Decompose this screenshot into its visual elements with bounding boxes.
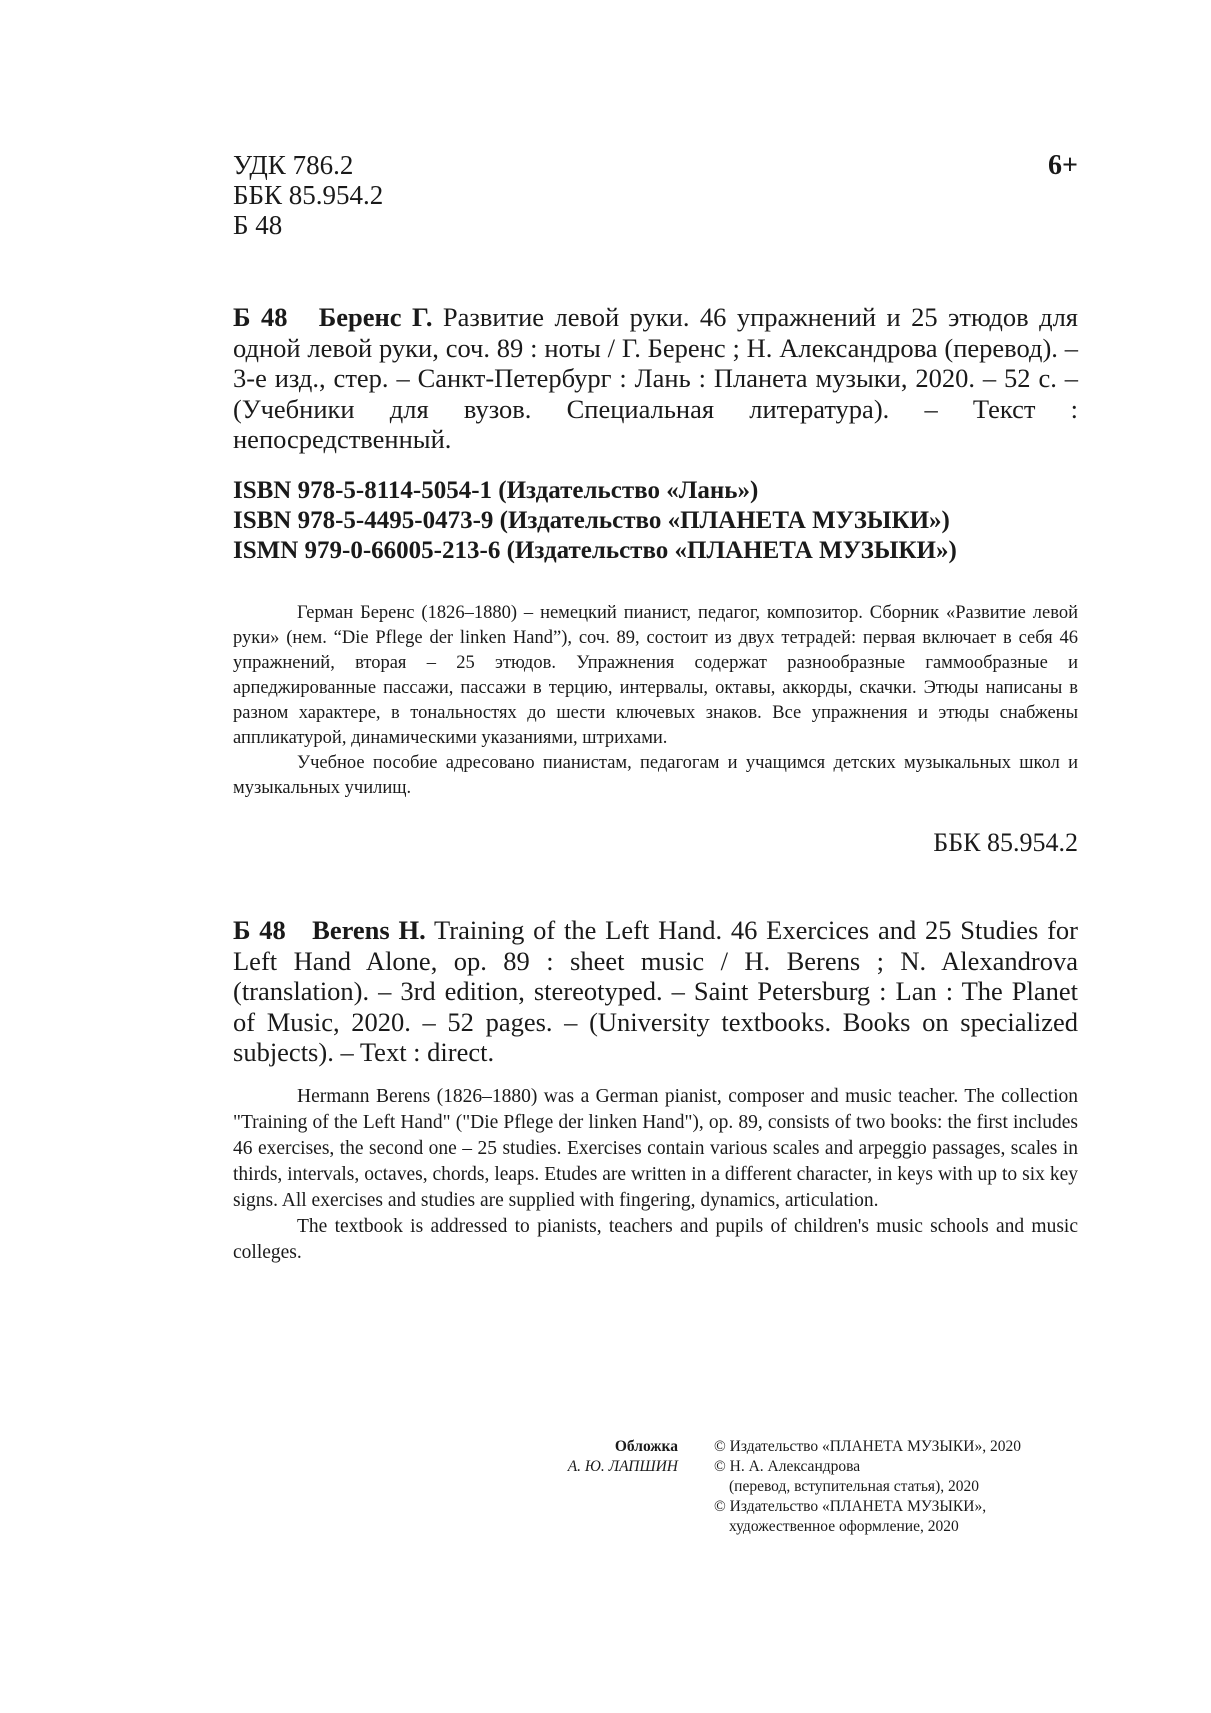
udk-code: УДК 786.2 <box>233 150 354 180</box>
annotation-en <box>233 1084 1078 1266</box>
bbk-code: ББК 85.954.2 <box>233 180 384 210</box>
annotation-ru-paragraph-1: Герман Беренс (1826–1880) – немецкий пианист, педагог, композитор. Сборник «Развитие левой руки» (нем. “Die Pflege der linken Hand”), соч. 89, состоит из двух тетрадей: первая включает в себя 46 упражнений, вторая – 25 этюдов. Упражнения содержат разнообразные гаммообразные и арпеджированные пассажи, пассажи в терцию, интервалы, октавы, аккорды, скачки. Этюды написаны в разном характере, в тональностях до шести ключевых знаков. Все упражнения и этюды снабжены аппликатурой, динамическими указаниями, штрихами. <box>233 603 1078 748</box>
entry-en-body: Training of the Left Hand. 46 Exercices and 25 Studies for Left Hand Alone, op. 89 : sheet music / H. Berens ; N. Alexandrova (translation). – 3rd edition, stereotyped. – Saint Petersburg : Lan : The Planet of Music, 2020. – 52 pages. – (University textbooks. Books on specialized subjects). – Text : direct. <box>233 915 1078 1067</box>
cover-credit <box>568 1437 678 1477</box>
copyright-line-2: © Н. А. Александрова <box>714 1458 861 1475</box>
copyright-line-3-note: художественное оформление, 2020 <box>729 1518 959 1535</box>
cover-label: Обложка <box>614 1438 678 1455</box>
bbk-code-bottom: ББК 85.954.2 <box>933 828 1078 857</box>
entry-en-code: Б 48 <box>233 915 286 945</box>
annotation-en-paragraph-1: Hermann Berens (1826–1880) was a German pianist, composer and music teacher. The collection "Training of the Left Hand" ("Die Pflege der linken Hand"), op. 89, consists of two books: the first includes 46 exercises, the second one – 25 studies. Exercises contain various scales and arpeggio passages, scales in thirds, intervals, octaves, chords, leaps. Etudes are written in a different character, in keys with up to six key signs. All exercises and studies are supplied with fingering, dynamics, articulation. <box>233 1086 1078 1211</box>
age-rating: 6+ <box>1048 150 1078 181</box>
entry-ru-author: Беренс Г. <box>318 302 433 332</box>
author-sign: Б 48 <box>233 210 283 240</box>
copyright-line-3: © Издательство «ПЛАНЕТА МУЗЫКИ», <box>714 1498 987 1515</box>
entry-en-author: Berens H. <box>312 915 426 945</box>
isbn-lan: ISBN 978-5-8114-5054-1 (Издательство «Лань») <box>233 477 759 504</box>
annotation-en-paragraph-2: The textbook is addressed to pianists, teachers and pupils of children's music schools and music colleges. <box>233 1216 1078 1263</box>
classification-block <box>233 150 383 240</box>
bibliographic-entry-en <box>233 915 1078 1068</box>
annotation-ru <box>233 601 1078 801</box>
entry-ru-body: Развитие левой руки. 46 упражнений и 25 этюдов для одной левой руки, соч. 89 : ноты / Г. Беренс ; Н. Александрова (перевод). – 3-е изд., стер. – Санкт-Петербург : Лань : Планета музыки, 2020. – 52 с. – (Учебники для вузов. Специальная литература). – Текст : непосредственный. <box>233 302 1078 454</box>
copyright-line-2-note: (перевод, вступительная статья), 2020 <box>729 1478 979 1495</box>
copyright-block <box>714 1437 1021 1537</box>
cover-artist: А. Ю. ЛАПШИН <box>567 1458 678 1475</box>
isbn-planet: ISBN 978-5-4495-0473-9 (Издательство «ПЛАНЕТА МУЗЫКИ») <box>233 507 950 534</box>
ismn-planet: ISMN 979-0-66005-213-6 (Издательство «ПЛАНЕТА МУЗЫКИ») <box>233 537 957 564</box>
entry-ru-code: Б 48 <box>233 302 288 332</box>
isbn-list <box>233 476 957 566</box>
copyright-line-1: © Издательство «ПЛАНЕТА МУЗЫКИ», 2020 <box>714 1438 1021 1455</box>
bibliographic-entry-ru <box>233 302 1078 455</box>
annotation-ru-paragraph-2: Учебное пособие адресовано пианистам, педагогам и учащимся детских музыкальных школ и музыкальных училищ. <box>233 753 1078 798</box>
